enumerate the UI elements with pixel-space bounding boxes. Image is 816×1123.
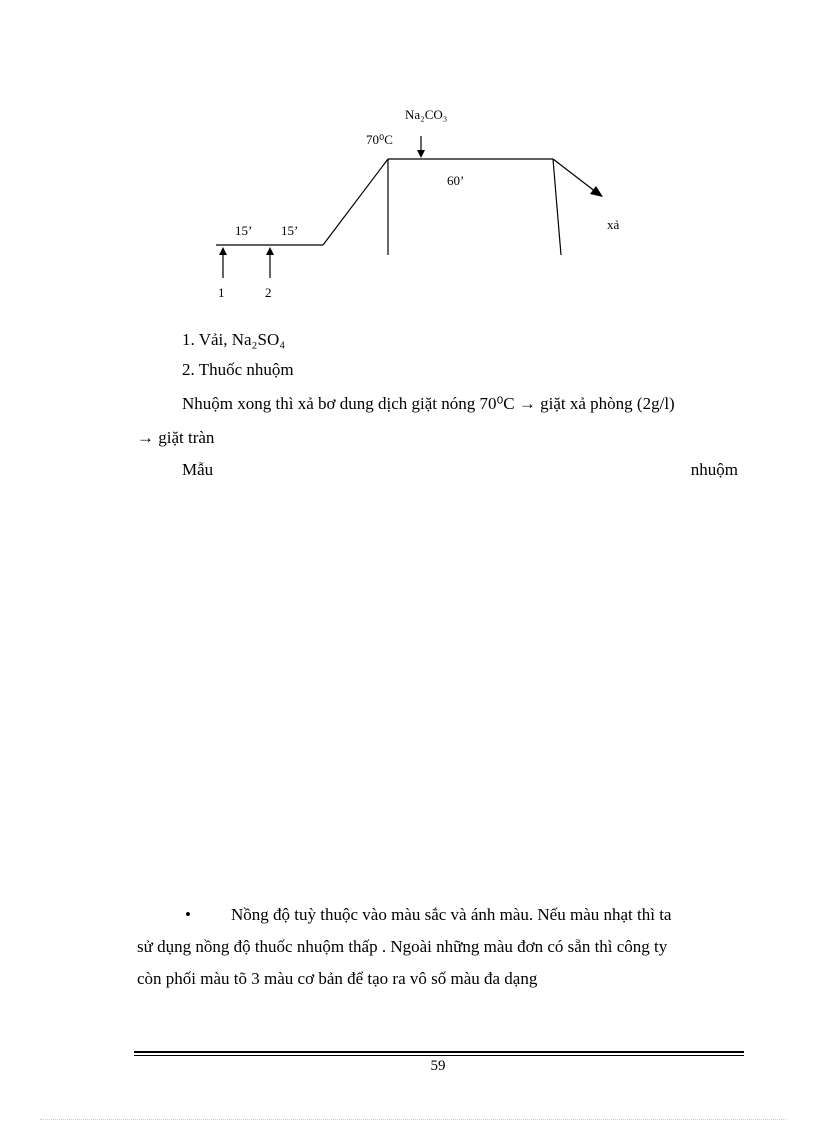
marker2-label: 2 xyxy=(265,285,272,300)
drain-label: xả xyxy=(607,217,620,232)
reagent-label: Na₂CO₃ xyxy=(405,107,448,122)
marker2-arrow-head xyxy=(266,247,274,255)
marker1-label: 1 xyxy=(218,285,225,300)
stage1-time-label: 15’ xyxy=(235,223,253,238)
stage2-time-label: 15’ xyxy=(281,223,299,238)
bullet-text-1: Nồng độ tuỳ thuộc vào màu sắc và ánh màu. Nếu màu nhạt thì ta xyxy=(231,905,672,924)
paragraph-line-1: Nhuộm xong thì xả bơ dung dịch giặt nóng 70⁰C → giặt xả phòng (2g/l) xyxy=(182,394,675,413)
page-number: 59 xyxy=(430,1058,446,1074)
drain-arrow-head xyxy=(590,186,603,197)
marker1-arrow-head xyxy=(219,247,227,255)
temperature-label: 70⁰C xyxy=(366,132,393,147)
bullet-line-3: còn phối màu tõ 3 màu cơ bản để tạo ra vô số màu đa dạng xyxy=(137,969,538,988)
list-item-1: 1. Vải, Na₂SO₄ xyxy=(182,330,286,349)
footer-rule-thick xyxy=(134,1051,744,1053)
drain-line xyxy=(553,159,596,192)
hold-time-label: 60’ xyxy=(447,173,465,188)
right-vertical xyxy=(553,159,561,255)
sample-right-word: nhuộm xyxy=(690,460,738,479)
bullet-icon: • xyxy=(185,905,191,924)
paragraph-line-2: → giặt tràn xyxy=(137,428,215,447)
bullet-paragraph xyxy=(137,899,739,995)
page-bottom-border xyxy=(40,1119,786,1120)
heating-ramp xyxy=(323,159,388,245)
sample-left-word: Mẫu xyxy=(182,460,214,479)
footer-rule-thin xyxy=(134,1055,744,1056)
list-item-2: 2. Thuốc nhuộm xyxy=(182,360,294,379)
reagent-arrow-head xyxy=(417,150,425,158)
bullet-line-2: sử dụng nồng độ thuốc nhuộm thấp . Ngoài những màu đơn có sẵn thì công ty xyxy=(137,937,668,956)
bullet-line-1 xyxy=(137,899,739,931)
dyeing-process-diagram xyxy=(0,0,816,330)
sample-line xyxy=(182,460,738,480)
